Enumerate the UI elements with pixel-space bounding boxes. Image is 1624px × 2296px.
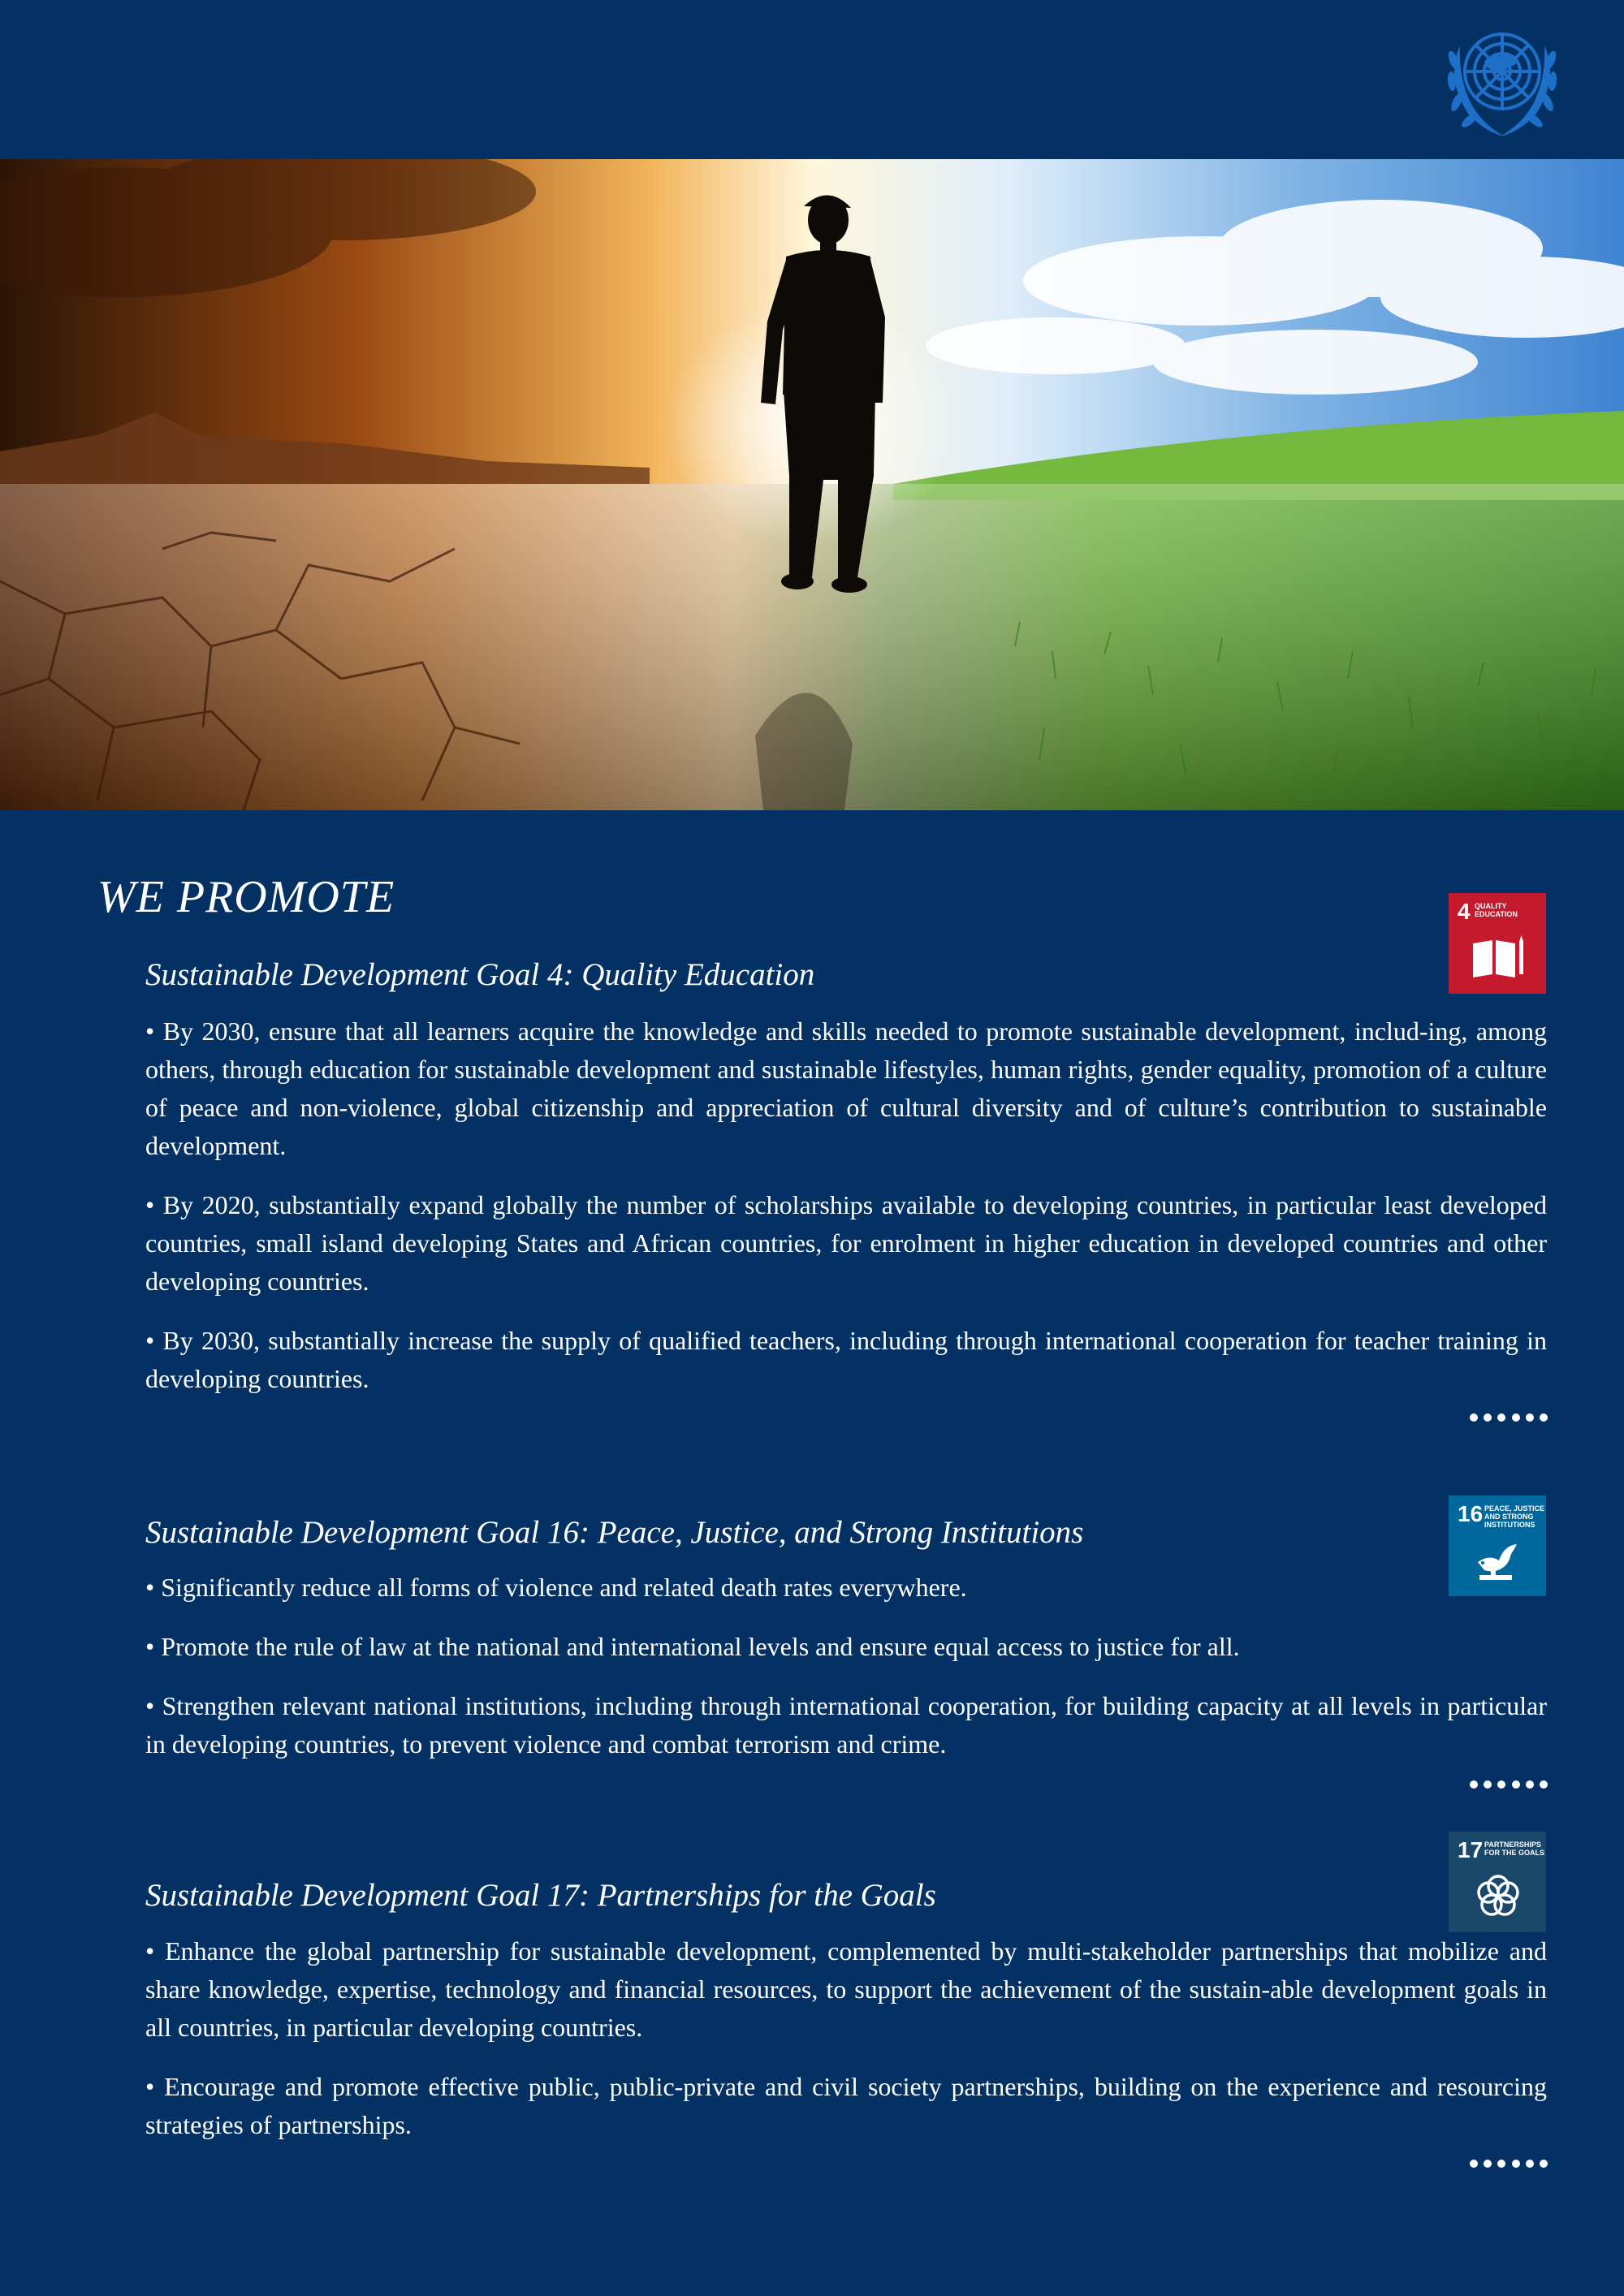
sdg-4-badge [1449, 893, 1546, 994]
goal-17-bullets [145, 1932, 1547, 2165]
goal-17-title: Sustainable Development Goal 17: Partnerships for the Goals [145, 1878, 936, 1913]
hero-image [0, 159, 1624, 810]
more-dots-icon[interactable] [1470, 2157, 1548, 2170]
goal-4-title: Sustainable Development Goal 4: Quality Education [145, 957, 815, 992]
goal-16-bullet: • Promote the rule of law at the national and international levels and ensure equal access to justice for all. [145, 1632, 1240, 1661]
goal-17-bullet: • Encourage and promote effective public, public-private and civil society partnerships, building on the experience and resourcing strategies of partnerships. [145, 2072, 1547, 2139]
goal-4-bullet: • By 2030, ensure that all learners acquire the knowledge and skills needed to promote sustainable development, includ-ing, among others, through education for sustainable development and sustainable lifestyles, human rights, gender equality, promotion of a culture of peace and non-violence, global citizenship and appreciation of cultural diversity and of culture’s contribution to sustainable development. [145, 1016, 1547, 1160]
goal-16-title: Sustainable Development Goal 16: Peace, Justice, and Strong Institutions [145, 1515, 1084, 1550]
goal-16-bullet: • Significantly reduce all forms of violence and related death rates everywhere. [145, 1573, 967, 1602]
sdg-17-badge [1449, 1832, 1546, 1932]
goal-4-bullet: • By 2020, substantially expand globally the number of scholarships available to developing countries, in particular least developed countries, small island developing States and African countries, for enrolment in higher education in developed countries and other developing countries. [145, 1190, 1547, 1296]
sdg-16-number: 16 [1458, 1501, 1484, 1526]
goal-4-bullet: • By 2030, substantially increase the supply of qualified teachers, including through international cooperation for teacher training in developing countries. [145, 1326, 1547, 1393]
sdg-16-label: PEACE, JUSTICE AND STRONG INSTITUTIONS [1484, 1504, 1545, 1529]
sdg-4-number: 4 [1458, 899, 1471, 924]
sdg-4-label: QUALITY EDUCATION [1475, 902, 1518, 918]
goal-17-bullet: • Enhance the global partnership for sustainable development, complemented by multi-stakeholder partnerships that mobilize and share knowledge, expertise, technology and financial resources, to support the achievement of the sustain-able development goals in all countries, in particular developing countries. [145, 1936, 1547, 2042]
sdg-17-label: PARTNERSHIPS FOR THE GOALS [1484, 1841, 1544, 1857]
goal-4-bullets [145, 1012, 1547, 1419]
goal-16-bullets [145, 1569, 1547, 1785]
more-dots-icon[interactable] [1470, 1778, 1548, 1791]
goal-16-bullet: • Strengthen relevant national institutions, including through international cooperation, for building capacity at all levels in particular in developing countries, to prevent violence and combat terrorism and crime. [145, 1691, 1547, 1759]
page-title: WE PROMOTE [97, 872, 395, 922]
more-dots-icon[interactable] [1470, 1411, 1548, 1424]
sdg-17-number: 17 [1458, 1837, 1484, 1862]
un-emblem-icon [1436, 13, 1569, 146]
interlinked-rings-icon [1473, 1871, 1523, 1921]
open-book-pencil-icon [1470, 932, 1527, 981]
